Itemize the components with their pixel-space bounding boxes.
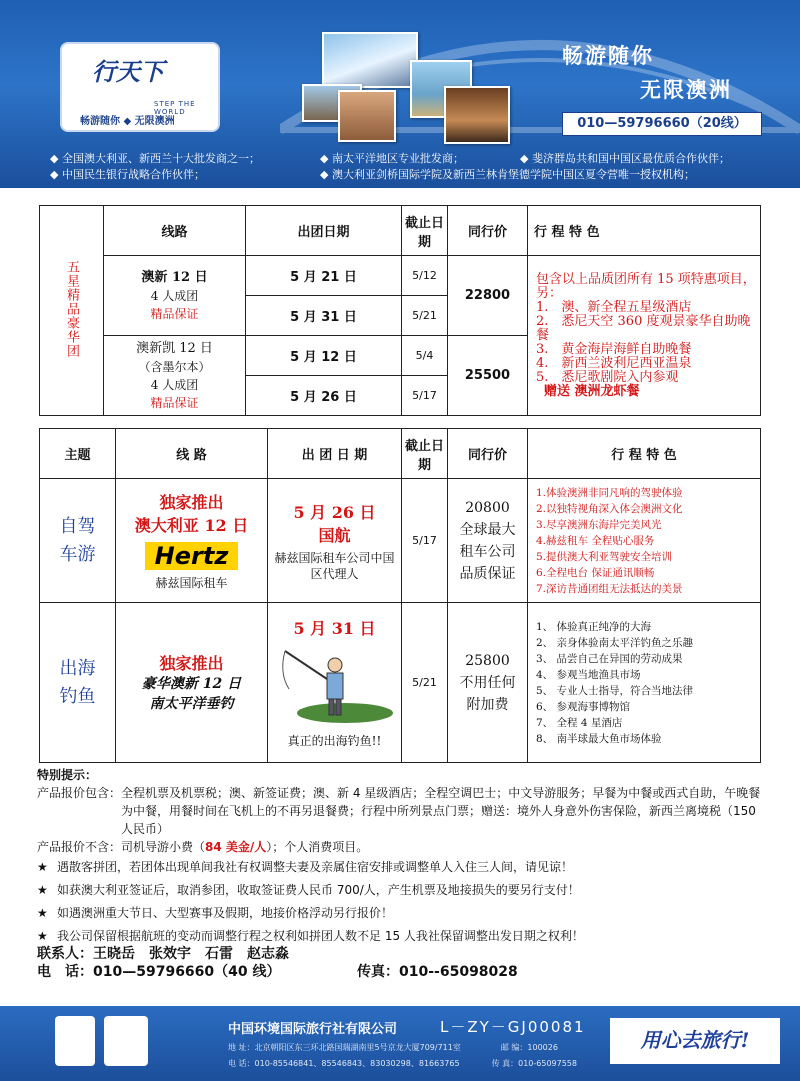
exclude-row bbox=[37, 838, 763, 856]
star-note bbox=[37, 904, 763, 922]
feature-item: 5、 专业人士指导，符合当地法律 bbox=[536, 684, 694, 697]
deadline: 5/4 bbox=[402, 336, 448, 376]
feature-intro: 包含以上品质团所有 15 项特惠项目，另： bbox=[536, 271, 756, 301]
gift-item: 赠送 澳洲龙虾餐 bbox=[544, 383, 640, 399]
footer-slogan: 用心去旅行! bbox=[610, 1018, 780, 1064]
star-icon: ★ bbox=[37, 883, 48, 897]
luxury-tour-table bbox=[39, 205, 761, 416]
feature-item: ◆ 澳大利亚剑桥国际学院及新西兰林肯堡德学院中国区夏令营唯一授权机构； bbox=[320, 168, 695, 181]
route-cell bbox=[104, 256, 246, 336]
feature-item: ◆ 中国民生银行战略合作伙伴； bbox=[50, 168, 205, 181]
route-cell bbox=[116, 479, 268, 603]
feature-item: 4. 新西兰波利尼西亚温泉 bbox=[536, 355, 692, 371]
price: 25500 bbox=[448, 336, 528, 416]
price-note: 不用任何附加费 bbox=[459, 674, 516, 713]
theme-label: 自驾车游 bbox=[59, 515, 96, 565]
feature-item: 6、 参观海事博物馆 bbox=[536, 700, 631, 713]
col-price: 同行价 bbox=[448, 429, 528, 479]
route-cell bbox=[104, 336, 246, 416]
company-name: 中国环境国际旅行社有限公司 bbox=[228, 1022, 398, 1037]
feature-item: 1.体验澳洲非同凡响的驾驶体验 bbox=[536, 486, 683, 499]
deadline: 5/17 bbox=[402, 479, 448, 603]
route-subtitle: 豪华澳新 12 日 bbox=[141, 676, 242, 692]
date-note: 赫兹国际租车公司中国区代理人 bbox=[274, 550, 395, 581]
route-size: 4 人成团 bbox=[150, 288, 199, 303]
feature-item: ◆ 斐济群岛共和国中国区最优质合作伙伴； bbox=[520, 152, 730, 165]
col-feature: 行 程 特 色 bbox=[528, 206, 761, 256]
feature-item: 4、 参观当地渔具市场 bbox=[536, 668, 641, 681]
photo-child bbox=[338, 90, 396, 142]
contact-label: 联系人： bbox=[37, 946, 93, 962]
company-address: 地 址：北京朝阳区东三环北路国瑞湖南里5号京龙大厦709/711室 邮 编：100026 bbox=[228, 1043, 558, 1052]
feature-item: 5.提供澳大利亚驾驶安全培训 bbox=[536, 550, 673, 563]
col-date: 出团日期 bbox=[246, 206, 402, 256]
license-number: L－ZY－GJ00081 bbox=[440, 1018, 586, 1036]
phone-label: 电 话： bbox=[37, 964, 93, 980]
feature-item: 2. 悉尼天空 360 度观景豪华自助晚餐 bbox=[536, 313, 751, 343]
route-title: 独家推出 bbox=[159, 493, 224, 512]
fisherman-illustration bbox=[275, 643, 395, 725]
price-cell bbox=[448, 479, 528, 603]
price-cell bbox=[448, 603, 528, 763]
route-size: 4 人成团 bbox=[150, 377, 199, 392]
phone-number: 010—59796660（40 线） bbox=[93, 964, 281, 980]
logo-text: 行天下 bbox=[92, 57, 164, 86]
star-note bbox=[37, 881, 763, 899]
theme-label: 出海钓鱼 bbox=[59, 657, 96, 707]
feature-item: 8、 南半球最大鱼市场体验 bbox=[536, 732, 662, 745]
partner-logo-2 bbox=[104, 1016, 148, 1066]
banner-title-1: 畅游随你 bbox=[562, 44, 654, 68]
depart-date: 5 月 12 日 bbox=[246, 336, 402, 376]
star-note bbox=[37, 858, 763, 876]
route-tag: 精品保证 bbox=[150, 395, 199, 410]
date-note: 真正的出海钓鱼!! bbox=[287, 734, 382, 748]
include-text: 全程机票及机票税；澳、新签证费；澳、新 4 星级酒店；全程空调巴士；中文导游服务；早餐为中餐或西式自助，午晚餐为中餐，用餐时间在飞机上的不再另退餐费；行程中所列景点门票；赠送：境外人身意外伤害保险，新西兰离境税（150 人民币） bbox=[121, 786, 761, 836]
header-banner bbox=[0, 0, 800, 188]
price-note: 全球最大租车公司品质保证 bbox=[459, 521, 516, 582]
feature-cell bbox=[528, 256, 761, 416]
deadline: 5/21 bbox=[402, 603, 448, 763]
star-text: 我公司保留根据航班的变动而调整行程之权利如拼团人数不足 15 人我社保留调整出发日期之权利！ bbox=[57, 929, 584, 943]
feature-item: 7.深访昔通团组无法抵达的美景 bbox=[536, 582, 683, 595]
exclude-label: 产品报价不含： bbox=[37, 840, 122, 854]
star-text: 遇散客拼团，若团体出现单间我社有权调整夫妻及亲属住宿安排或调整单人入住三人间，请见谅！ bbox=[57, 860, 574, 874]
tip-fee: 84 美金/人 bbox=[205, 840, 267, 854]
star-icon: ★ bbox=[37, 860, 48, 874]
airline: 国航 bbox=[318, 525, 351, 545]
col-deadline: 截止日期 bbox=[402, 429, 448, 479]
col-theme: 主题 bbox=[40, 429, 116, 479]
logo-en: STEP THE WORLD bbox=[154, 100, 196, 116]
col-route: 线路 bbox=[104, 206, 246, 256]
feature-item: 5. 悉尼歌剧院入内参观 bbox=[536, 369, 679, 385]
route-sub: （含墨尔本） bbox=[138, 359, 211, 374]
feature-item: 4.赫兹租车 全程贴心服务 bbox=[536, 534, 655, 547]
feature-item: 3. 黄金海岸海鲜自助晚餐 bbox=[536, 341, 692, 357]
logo-slogan: 畅游随你 ◆ 无限澳洲 bbox=[80, 116, 175, 127]
fax-number: 010--65098028 bbox=[399, 964, 518, 980]
col-price: 同行价 bbox=[448, 206, 528, 256]
price: 22800 bbox=[448, 256, 528, 336]
price: 25800 bbox=[465, 652, 510, 669]
deadline: 5/21 bbox=[402, 296, 448, 336]
category-label: 五星精品豪华团 bbox=[64, 259, 79, 358]
company-logo bbox=[60, 42, 220, 132]
hertz-logo: Hertz bbox=[145, 542, 239, 570]
category-cell bbox=[40, 206, 104, 416]
price: 20800 bbox=[465, 499, 510, 516]
depart-date: 5 月 26 日 bbox=[246, 376, 402, 416]
notes-section bbox=[37, 766, 763, 981]
star-icon: ★ bbox=[37, 929, 48, 943]
depart-date: 5 月 31 日 bbox=[293, 619, 376, 638]
feature-item: 3.尽享澳洲东海岸完美风光 bbox=[536, 518, 662, 531]
contact-row bbox=[37, 945, 763, 963]
feature-item: 1、 体验真正纯净的大海 bbox=[536, 620, 652, 633]
date-cell bbox=[268, 603, 402, 763]
route-subtitle-2: 南太平洋垂钓 bbox=[149, 696, 234, 712]
banner-title-2: 无限澳洲 bbox=[640, 78, 732, 102]
route-title: 独家推出 bbox=[159, 654, 224, 673]
theme-cell bbox=[40, 479, 116, 603]
feature-item: 2.以独特视角深入体会澳洲文化 bbox=[536, 502, 683, 515]
feature-cell bbox=[528, 603, 761, 763]
feature-cell bbox=[528, 479, 761, 603]
contact-names: 王晓岳 张效宇 石雷 赵志淼 bbox=[93, 946, 289, 962]
theme-tour-table bbox=[39, 428, 761, 763]
include-row bbox=[37, 784, 763, 838]
company-tel: 电 话：010-85546841、85546843、83030298、81663765 传 真：010-65097558 bbox=[228, 1059, 577, 1068]
exclude-pre: 司机导游小费（ bbox=[121, 840, 206, 854]
feature-item: 3、 品尝自己在异国的劳动成果 bbox=[536, 652, 683, 665]
route-subtitle: 澳大利亚 12 日 bbox=[134, 516, 249, 535]
feature-item: 2、 亲身体验南太平洋钓鱼之乐趣 bbox=[536, 636, 694, 649]
feature-item: 6.全程电台 保证通讯顺畅 bbox=[536, 566, 655, 579]
feature-item: 1. 澳、新全程五星级酒店 bbox=[536, 299, 692, 315]
feature-item: 7、 全程 4 星酒店 bbox=[536, 716, 623, 729]
photo-aboriginal bbox=[444, 86, 510, 144]
feature-item: ◆ 全国澳大利亚、新西兰十大批发商之一； bbox=[50, 152, 260, 165]
depart-date: 5 月 21 日 bbox=[246, 256, 402, 296]
feature-item: ◆ 南太平洋地区专业批发商； bbox=[320, 152, 464, 165]
col-route: 线 路 bbox=[116, 429, 268, 479]
star-icon: ★ bbox=[37, 906, 48, 920]
phone-fax-row bbox=[37, 963, 763, 981]
fax-label: 传真： bbox=[357, 964, 399, 980]
star-text: 如遇澳洲重大节日、大型赛事及假期，地接价格浮动另行报价！ bbox=[57, 906, 394, 920]
hertz-cn-name: 赫兹国际租车 bbox=[155, 576, 228, 590]
exclude-post: ）；个人消费项目。 bbox=[266, 840, 369, 854]
col-feature: 行 程 特 色 bbox=[528, 429, 761, 479]
col-date: 出 团 日 期 bbox=[268, 429, 402, 479]
theme-cell bbox=[40, 603, 116, 763]
deadline: 5/17 bbox=[402, 376, 448, 416]
date-cell bbox=[268, 479, 402, 603]
deadline: 5/12 bbox=[402, 256, 448, 296]
photo-coast bbox=[322, 32, 418, 88]
route-cell bbox=[116, 603, 268, 763]
route-name: 澳新 12 日 bbox=[141, 269, 208, 285]
depart-date: 5 月 26 日 bbox=[293, 502, 376, 522]
notes-title: 特别提示： bbox=[37, 768, 98, 782]
depart-date: 5 月 31 日 bbox=[246, 296, 402, 336]
star-text: 如获澳大利亚签证后，取消参团，收取签证费人民币 700/人，产生机票及地接损失的要另行支付！ bbox=[57, 883, 580, 897]
route-name: 澳新凯 12 日 bbox=[136, 340, 213, 356]
col-deadline: 截止日期 bbox=[402, 206, 448, 256]
banner-phone: 010—59796660（20线） bbox=[562, 112, 762, 136]
footer bbox=[0, 1006, 800, 1081]
route-tag: 精品保证 bbox=[150, 306, 199, 321]
include-label: 产品报价包含： bbox=[37, 786, 122, 800]
partner-logo bbox=[55, 1016, 95, 1066]
star-note bbox=[37, 927, 763, 945]
